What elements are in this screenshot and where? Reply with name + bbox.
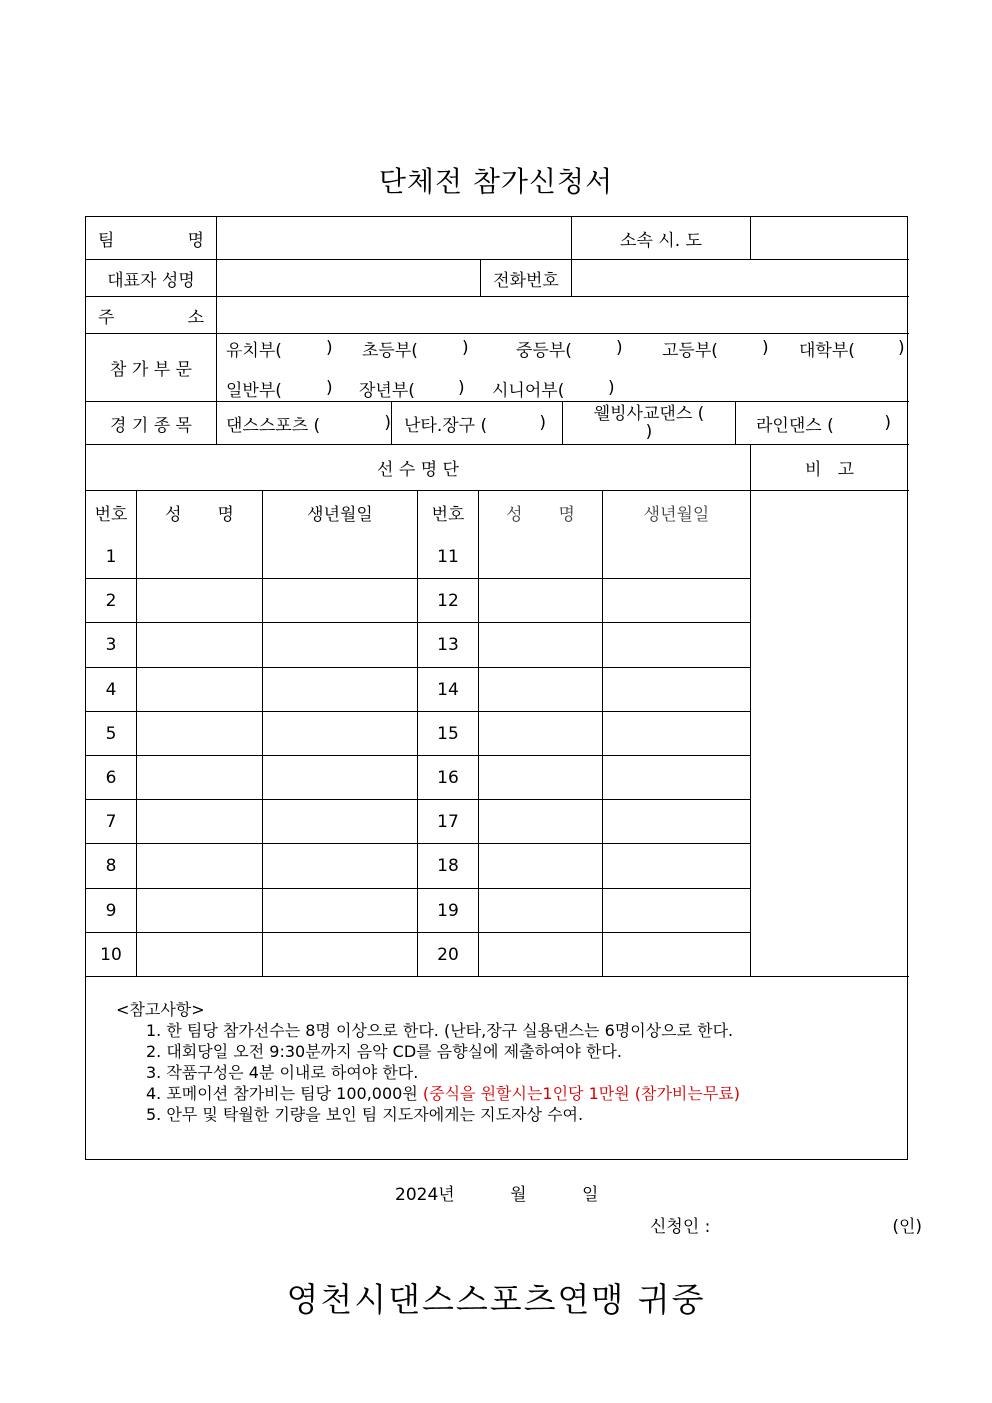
team-label-part2: 명: [187, 230, 204, 251]
row-number-right: 14: [437, 680, 459, 700]
division-paren: ): [898, 338, 905, 358]
division-elementary[interactable]: 초등부(: [362, 340, 418, 361]
division-high[interactable]: 고등부(: [662, 340, 718, 361]
division-kindergarten[interactable]: 유치부(: [226, 340, 282, 361]
row-number-right: 16: [437, 768, 459, 788]
date-year: 2024년: [395, 1185, 455, 1205]
division-university[interactable]: 대학부(: [799, 340, 855, 361]
division-paren: ): [462, 338, 469, 358]
col-no-right: 번호: [431, 505, 465, 525]
row-number-left: 10: [100, 945, 122, 965]
address-label-part2: 소: [187, 307, 204, 328]
application-form: [85, 216, 908, 1160]
col-name-left: [137, 491, 262, 534]
division-paren: ): [326, 338, 333, 358]
event-paren: ): [645, 422, 653, 442]
col-name-part2: 명: [217, 505, 234, 525]
division-paren: ): [616, 338, 623, 358]
event-nanta-label: 난타.장구 (: [404, 415, 488, 436]
representative-label: 대표자 성명: [107, 270, 195, 291]
row-number-right: 13: [437, 635, 459, 655]
division-label: 참 가 부 문: [110, 360, 192, 380]
event-paren: ): [384, 413, 391, 433]
phone-field[interactable]: [572, 260, 908, 296]
division-paren: ): [326, 378, 333, 398]
event-label: 경 기 종 목: [110, 415, 192, 436]
row-number-right: 15: [437, 724, 459, 744]
division-middle[interactable]: 중등부(: [516, 340, 572, 361]
event-nanta[interactable]: [404, 402, 546, 444]
row-number-left: 1: [105, 547, 117, 567]
division-paren: ): [608, 378, 615, 398]
division-general[interactable]: 일반부(: [226, 380, 282, 401]
notes-heading: <참고사항>: [116, 1000, 205, 1019]
team-label-part1: 팀: [98, 230, 115, 251]
row-number-left: 7: [105, 812, 117, 832]
date-line: [395, 1180, 598, 1205]
event-dancesport-label: 댄스스포츠 (: [226, 415, 321, 436]
col-birth-left: 생년월일: [307, 505, 373, 525]
row-number-left: 9: [105, 901, 117, 921]
note-item-5: 5. 안무 및 탁월한 기량을 보인 팀 지도자에게는 지도자상 수여.: [146, 1105, 584, 1124]
note-item-4-text: 4. 포메이션 참가비는 팀당 100,000원: [146, 1084, 423, 1103]
col-name-part1: 성: [165, 505, 182, 525]
event-wellbeing-label: 웰빙사교댄스 (: [593, 404, 705, 424]
event-paren: ): [539, 413, 546, 433]
team-name-field[interactable]: [216, 217, 571, 259]
col-birth-right: 생년월일: [643, 505, 710, 525]
event-linedance-label: 라인댄스 (: [756, 415, 834, 436]
date-month[interactable]: 월: [510, 1185, 527, 1205]
event-wellbeing[interactable]: [563, 402, 735, 444]
event-dancesport[interactable]: [226, 402, 391, 444]
applicant-label: 신청인 :: [650, 1217, 711, 1237]
col-no-left: 번호: [94, 505, 128, 525]
division-senior-adult[interactable]: 장년부(: [359, 380, 415, 401]
division-senior[interactable]: 시니어부(: [492, 380, 565, 401]
address-field[interactable]: [216, 297, 908, 333]
divisions-row-1: [226, 334, 916, 362]
col-name-part2: 명: [558, 505, 575, 525]
representative-field[interactable]: [216, 260, 480, 296]
row-number-left: 5: [105, 724, 117, 744]
row-number-left: 6: [105, 768, 117, 788]
row-number-right: 17: [437, 812, 459, 832]
phone-label: 전화번호: [493, 270, 559, 291]
note-item-3: 3. 작품구성은 4분 이내로 하여야 한다.: [146, 1063, 419, 1082]
row-number-right: 11: [437, 547, 459, 567]
division-paren: ): [458, 378, 465, 398]
recipient-organization: 영천시댄스스포츠연맹 귀중: [286, 1280, 706, 1319]
remarks-field[interactable]: [751, 491, 908, 976]
event-linedance[interactable]: [756, 402, 891, 444]
note-item-4: [116, 1083, 740, 1104]
col-name-part1: 성: [506, 505, 523, 525]
note-item-1: 1. 한 팀당 참가선수는 8명 이상으로 한다. (난타,장구 실용댄스는 6명이상으로 한다.: [146, 1021, 734, 1040]
roster-label: 선 수 명 단: [377, 460, 459, 480]
event-paren: ): [884, 413, 891, 433]
note-item-4-highlight: (중식을 원할시는1인당 1만원 (참가비는무료): [422, 1084, 740, 1103]
notes-section: [116, 999, 740, 1125]
row-number-left: 8: [105, 856, 117, 876]
note-item-2: 2. 대회당일 오전 9:30분까지 음악 CD를 음향실에 제출하여야 한다.: [146, 1042, 622, 1061]
row-number-left: 3: [105, 635, 117, 655]
address-label-part1: 주: [98, 307, 115, 328]
row-number-right: 12: [437, 591, 459, 611]
region-label: 소속 시. 도: [620, 230, 702, 251]
col-name-right: [479, 491, 602, 534]
row-number-right: 18: [437, 856, 459, 876]
date-day[interactable]: 일: [581, 1185, 599, 1205]
row-number-right: 19: [437, 901, 459, 921]
document-title: 단체전 참가신청서: [378, 165, 614, 198]
team-name-label: [86, 217, 216, 259]
seal-mark: (인): [892, 1217, 922, 1237]
applicant-line: [650, 1212, 922, 1237]
row-number-right: 20: [437, 945, 459, 965]
division-paren: ): [762, 338, 769, 358]
remarks-label: 비 고: [804, 460, 855, 480]
divisions-row-2: [226, 374, 916, 402]
address-label: [86, 297, 216, 333]
region-field[interactable]: [751, 217, 908, 259]
row-number-left: 2: [105, 591, 117, 611]
row-number-left: 4: [105, 680, 117, 700]
